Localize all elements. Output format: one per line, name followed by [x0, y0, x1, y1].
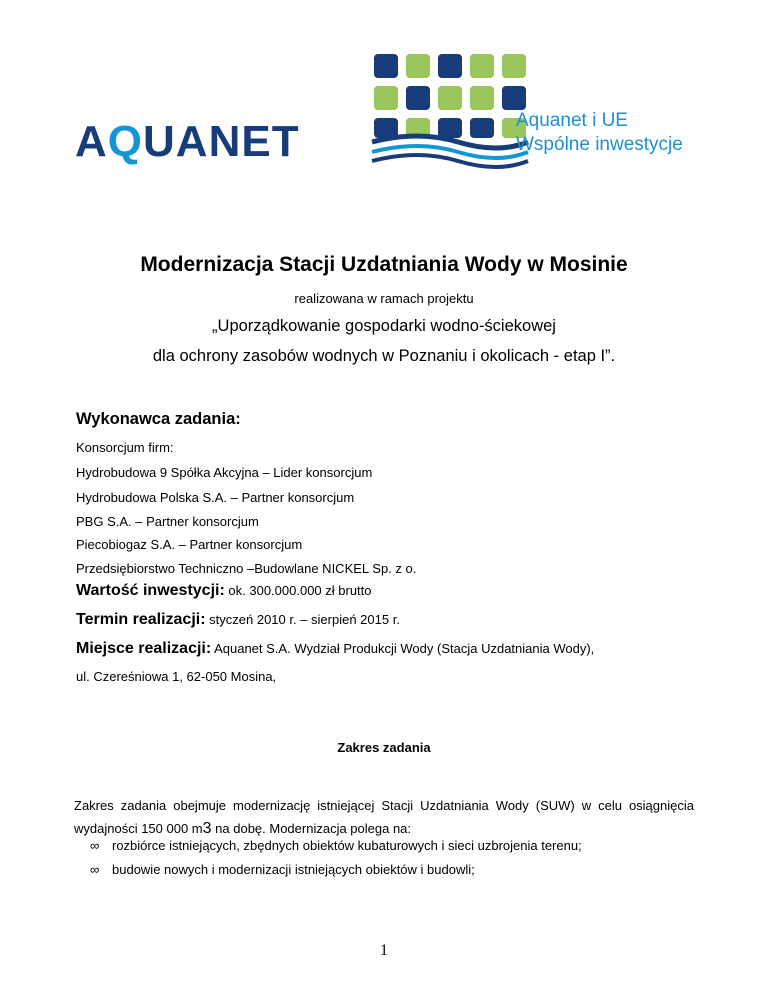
- realization-place-text: Aquanet S.A. Wydział Produkcji Wody (Stacja Uzdatniania Wody),: [214, 641, 595, 656]
- project-name-line1: „Uporządkowanie gospodarki wodno-ściekowej: [212, 317, 556, 335]
- contractor-line: PBG S.A. – Partner konsorcjum: [76, 514, 259, 529]
- investment-value-text: ok. 300.000.000 zł brutto: [228, 583, 372, 598]
- aquanet-logo: [75, 112, 325, 172]
- realization-term-text: styczeń 2010 r. – sierpień 2015 r.: [209, 612, 400, 627]
- realization-address: ul. Czereśniowa 1, 62-050 Mosina,: [76, 669, 277, 684]
- scope-bullet-item: [90, 862, 475, 877]
- contractor-line: Piecobiogaz S.A. – Partner konsorcjum: [76, 537, 303, 552]
- subtitle-intro: realizowana w ramach projektu: [294, 291, 474, 306]
- realization-place-label: Miejsce realizacji:: [76, 640, 212, 657]
- page-title: Modernizacja Stacji Uzdatniania Wody w Mosinie: [140, 253, 628, 276]
- investment-value: [76, 582, 372, 600]
- contractor-line: Konsorcjum firm:: [76, 440, 174, 455]
- scope-capacity-exponent: 3: [202, 820, 212, 837]
- bullet-symbol: ∞: [90, 838, 100, 853]
- svg-text:AQUANET: AQUANET: [75, 117, 300, 166]
- bullet-text: budowie nowych i modernizacji istniejących obiektów i budowli;: [112, 862, 475, 877]
- contractor-line: Hydrobudowa Polska S.A. – Partner konsorcjum: [76, 490, 355, 505]
- scope-paragraph-line2: [74, 820, 411, 838]
- realization-place: [76, 640, 594, 658]
- contractor-line: Przedsiębiorstwo Techniczno –Budowlane NICKEL Sp. z o.: [76, 561, 417, 576]
- ue-logo-line1: Aquanet i UE: [516, 110, 628, 131]
- bullet-symbol: ∞: [90, 862, 100, 877]
- scope-capacity-text: wydajności 150 000 m: [74, 821, 203, 836]
- scope-heading: Zakres zadania: [337, 740, 431, 755]
- contractor-heading: Wykonawca zadania:: [76, 410, 241, 428]
- project-name-line2: dla ochrony zasobów wodnych w Poznaniu i okolicach - etap I”.: [152, 347, 616, 365]
- scope-paragraph-line1: Zakres zadania obejmuje modernizację istniejącej Stacji Uzdatniania Wody (SUW) w celu osiągnięcia: [74, 798, 694, 813]
- page-number: 1: [380, 942, 388, 959]
- contractor-line: Hydrobudowa 9 Spółka Akcyjna – Lider konsorcjum: [76, 465, 373, 480]
- realization-term-label: Termin realizacji:: [76, 611, 206, 628]
- realization-term: [76, 611, 400, 629]
- investment-value-label: Wartość inwestycji:: [76, 582, 225, 599]
- ue-logo-line2: Wspólne inwestycje: [516, 134, 683, 155]
- scope-capacity-rest: na dobę. Modernizacja polega na:: [211, 821, 412, 836]
- aquanet-ue-logo: [358, 42, 688, 170]
- bullet-text: rozbiórce istniejących, zbędnych obiektów kubaturowych i sieci uzbrojenia terenu;: [112, 838, 582, 853]
- scope-bullet-item: [90, 838, 582, 853]
